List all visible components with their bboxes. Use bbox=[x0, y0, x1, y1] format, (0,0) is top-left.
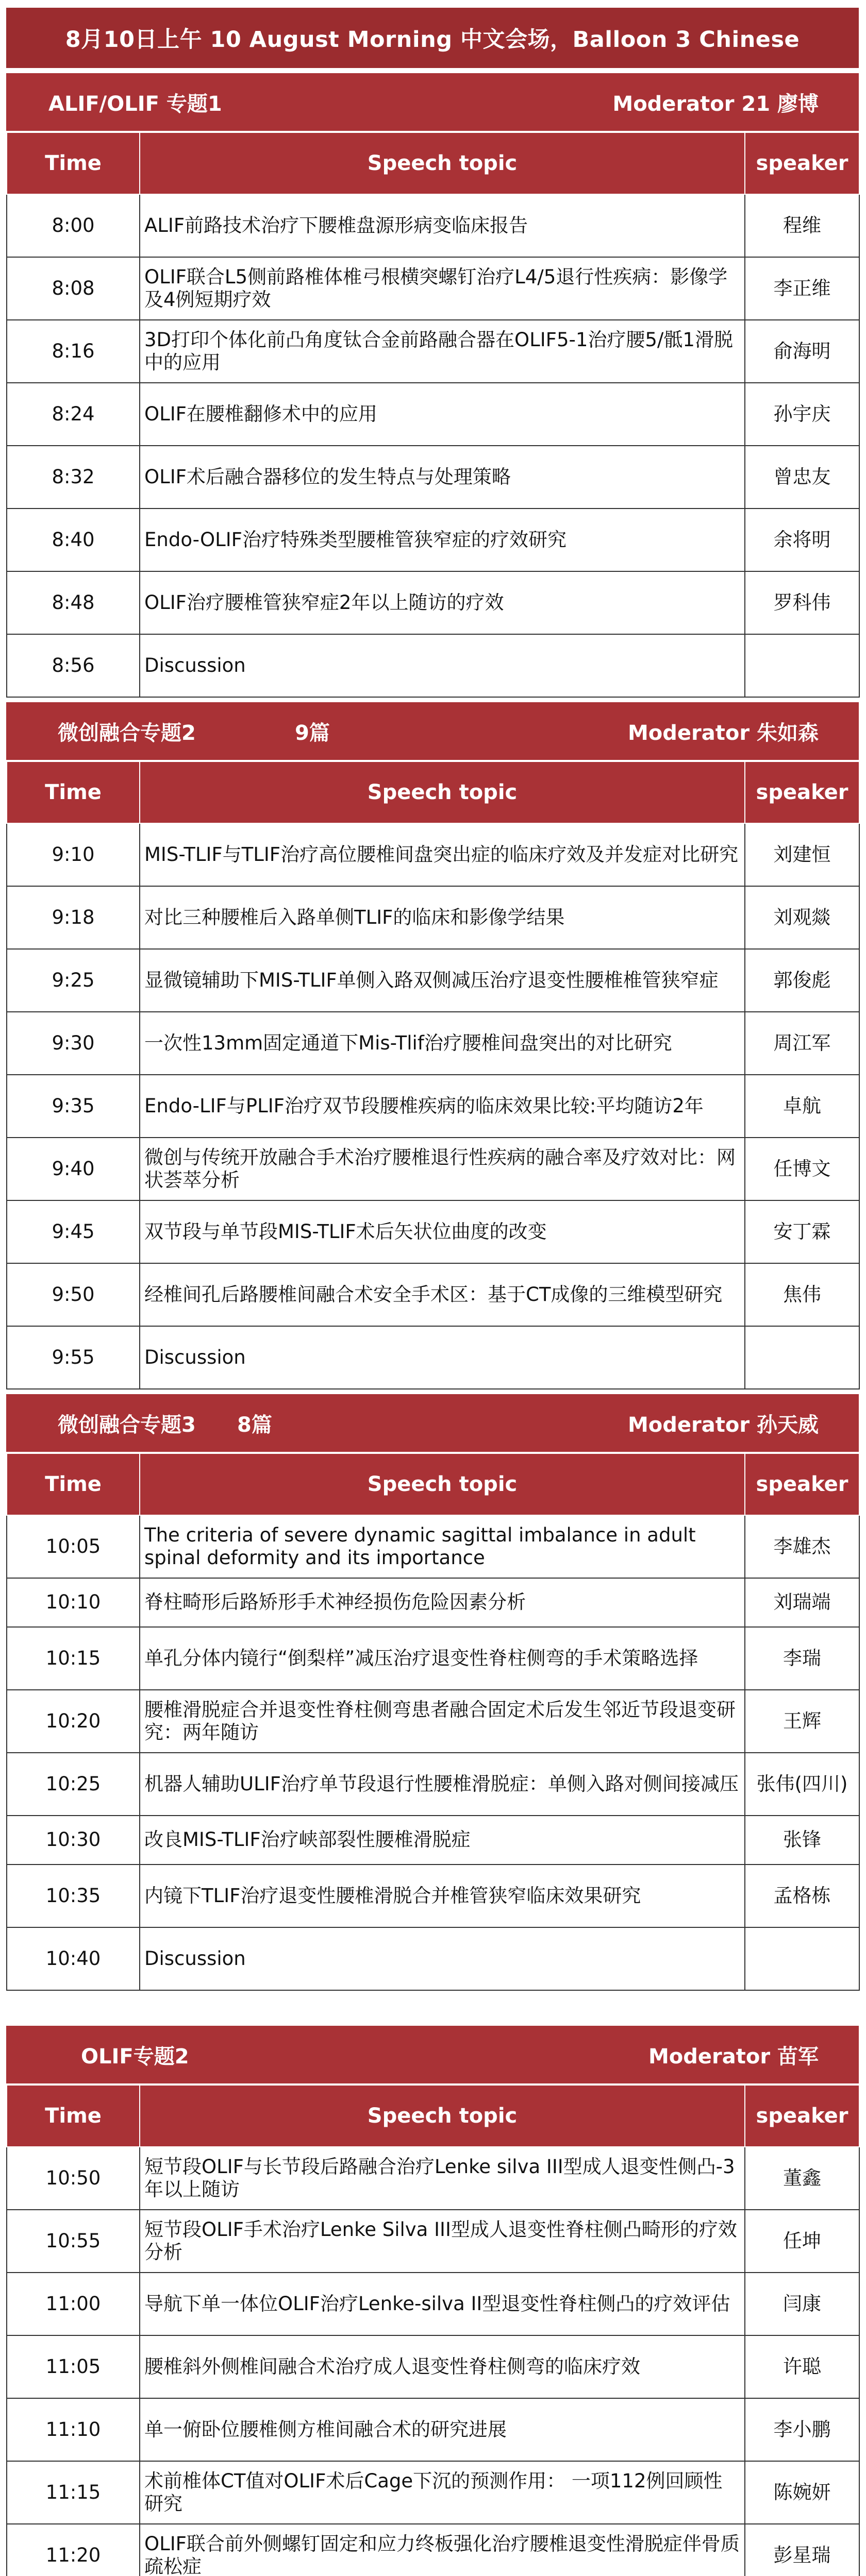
session-name: 微创融合专题2 bbox=[58, 721, 196, 745]
table-row bbox=[7, 446, 859, 509]
table-row bbox=[7, 886, 859, 949]
table-row bbox=[7, 1578, 859, 1627]
table-row bbox=[7, 2147, 859, 2210]
speaker-cell: 刘瑞端 bbox=[745, 1578, 859, 1627]
time-cell: 9:50 bbox=[7, 1263, 140, 1326]
table-row bbox=[7, 2210, 859, 2273]
time-cell: 11:10 bbox=[7, 2398, 140, 2461]
session-name: 微创融合专题3 bbox=[58, 1413, 196, 1437]
column-header-topic: Speech topic bbox=[140, 1453, 745, 1515]
session-moderator: Moderator 朱如森 bbox=[627, 721, 819, 745]
table-row bbox=[7, 383, 859, 446]
topic-cell: 腰椎斜外侧椎间融合术治疗成人退变性脊柱侧弯的临床疗效 bbox=[140, 2335, 745, 2398]
session-moderator: Moderator 苗军 bbox=[648, 2044, 819, 2069]
table-row bbox=[7, 257, 859, 320]
topic-cell: 脊柱畸形后路矫形手术神经损伤危险因素分析 bbox=[140, 1578, 745, 1627]
topic-cell: 经椎间孔后路腰椎间融合术安全手术区：基于CT成像的三维模型研究 bbox=[140, 1263, 745, 1326]
topic-cell: 一次性13mm固定通道下Mis-Tlif治疗腰椎间盘突出的对比研究 bbox=[140, 1012, 745, 1075]
time-cell: 9:30 bbox=[7, 1012, 140, 1075]
column-header-topic: Speech topic bbox=[140, 132, 745, 194]
topic-cell: The criteria of severe dynamic sagittal imbalance in adult spinal deformity and its importance bbox=[140, 1515, 745, 1578]
topic-cell: 术前椎体CT值对OLIF术后Cage下沉的预测作用： 一项112例回顾性研究 bbox=[140, 2461, 745, 2524]
speaker-cell: 董鑫 bbox=[745, 2147, 859, 2210]
table-row bbox=[7, 1138, 859, 1200]
time-cell: 8:48 bbox=[7, 571, 140, 634]
table-row bbox=[7, 1816, 859, 1865]
session-name: OLIF专题2 bbox=[81, 2044, 189, 2069]
session-paper-count: 9篇 bbox=[295, 721, 330, 745]
time-cell: 9:45 bbox=[7, 1200, 140, 1263]
speaker-cell: 任博文 bbox=[745, 1138, 859, 1200]
speaker-cell: 许聪 bbox=[745, 2335, 859, 2398]
schedule-table bbox=[6, 761, 860, 1389]
session-paper-count: 8篇 bbox=[237, 1413, 272, 1437]
topic-cell: 双节段与单节段MIS-TLIF术后矢状位曲度的改变 bbox=[140, 1200, 745, 1263]
column-header-topic: Speech topic bbox=[140, 761, 745, 823]
page-title: 8月10日上午 10 August Morning 中文会场，Balloon 3 Chinese bbox=[6, 8, 859, 68]
table-row bbox=[7, 509, 859, 571]
table-row bbox=[7, 2335, 859, 2398]
topic-cell: 3D打印个体化前凸角度钛合金前路融合器在OLIF5-1治疗腰5/骶1滑脱中的应用 bbox=[140, 320, 745, 383]
schedule-table bbox=[6, 2084, 860, 2576]
table-row bbox=[7, 1263, 859, 1326]
session-moderator: Moderator 21 廖博 bbox=[612, 92, 819, 116]
time-cell: 8:16 bbox=[7, 320, 140, 383]
table-row bbox=[7, 1927, 859, 1990]
session-header bbox=[6, 73, 859, 132]
time-cell: 8:32 bbox=[7, 446, 140, 509]
time-cell: 9:18 bbox=[7, 886, 140, 949]
table-row bbox=[7, 1075, 859, 1138]
column-header-speaker: speaker bbox=[745, 132, 859, 194]
column-header-time: Time bbox=[7, 2085, 140, 2147]
speaker-cell: 刘建恒 bbox=[745, 823, 859, 886]
topic-cell: MIS-TLIF与TLIF治疗高位腰椎间盘突出症的临床疗效及并发症对比研究 bbox=[140, 823, 745, 886]
schedule-table bbox=[6, 1453, 860, 1991]
topic-cell: OLIF联合L5侧前路椎体椎弓根横突螺钉治疗L4/5退行性疾病：影像学及4例短期疗效 bbox=[140, 257, 745, 320]
time-cell: 10:05 bbox=[7, 1515, 140, 1578]
speaker-cell: 刘观燚 bbox=[745, 886, 859, 949]
speaker-cell: 张锋 bbox=[745, 1816, 859, 1865]
speaker-cell: 李瑞 bbox=[745, 1627, 859, 1690]
time-cell: 9:25 bbox=[7, 949, 140, 1012]
table-row bbox=[7, 1690, 859, 1753]
time-cell: 9:10 bbox=[7, 823, 140, 886]
speaker-cell bbox=[745, 1326, 859, 1389]
speaker-cell: 李雄杰 bbox=[745, 1515, 859, 1578]
speaker-cell: 彭星瑞 bbox=[745, 2524, 859, 2576]
table-row bbox=[7, 1012, 859, 1075]
table-row bbox=[7, 320, 859, 383]
column-header-time: Time bbox=[7, 761, 140, 823]
speaker-cell: 余将明 bbox=[745, 509, 859, 571]
session-block bbox=[6, 73, 859, 698]
table-row bbox=[7, 571, 859, 634]
topic-cell: Discussion bbox=[140, 1927, 745, 1990]
topic-cell: Endo-LIF与PLIF治疗双节段腰椎疾病的临床效果比较:平均随访2年 bbox=[140, 1075, 745, 1138]
topic-cell: 导航下单一体位OLIF治疗Lenke-silva II型退变性脊柱侧凸的疗效评估 bbox=[140, 2273, 745, 2335]
speaker-cell: 任坤 bbox=[745, 2210, 859, 2273]
topic-cell: 改良MIS-TLIF治疗峡部裂性腰椎滑脱症 bbox=[140, 1816, 745, 1865]
table-row bbox=[7, 2398, 859, 2461]
speaker-cell: 安丁霖 bbox=[745, 1200, 859, 1263]
table-row bbox=[7, 2461, 859, 2524]
time-cell: 10:50 bbox=[7, 2147, 140, 2210]
speaker-cell bbox=[745, 1927, 859, 1990]
time-cell: 8:56 bbox=[7, 634, 140, 697]
time-cell: 11:15 bbox=[7, 2461, 140, 2524]
time-cell: 10:10 bbox=[7, 1578, 140, 1627]
time-cell: 10:25 bbox=[7, 1753, 140, 1816]
session-name: ALIF/OLIF 专题1 bbox=[48, 92, 222, 116]
table-row bbox=[7, 2524, 859, 2576]
table-row bbox=[7, 1865, 859, 1927]
table-row bbox=[7, 194, 859, 257]
topic-cell: 短节段OLIF与长节段后路融合治疗Lenke silva III型成人退变性侧凸-3年以上随访 bbox=[140, 2147, 745, 2210]
column-header-topic: Speech topic bbox=[140, 2085, 745, 2147]
time-cell: 10:40 bbox=[7, 1927, 140, 1990]
speaker-cell: 俞海明 bbox=[745, 320, 859, 383]
session-header bbox=[6, 1394, 859, 1453]
topic-cell: 短节段OLIF手术治疗Lenke Silva III型成人退变性脊柱侧凸畸形的疗效分析 bbox=[140, 2210, 745, 2273]
speaker-cell: 张伟(四川) bbox=[745, 1753, 859, 1816]
session-moderator: Moderator 孙天威 bbox=[627, 1413, 819, 1437]
speaker-cell: 陈婉妍 bbox=[745, 2461, 859, 2524]
column-header-speaker: speaker bbox=[745, 1453, 859, 1515]
speaker-cell: 李小鹏 bbox=[745, 2398, 859, 2461]
table-row bbox=[7, 1200, 859, 1263]
topic-cell: Endo-OLIF治疗特殊类型腰椎管狭窄症的疗效研究 bbox=[140, 509, 745, 571]
session-header bbox=[6, 702, 859, 761]
time-cell: 11:00 bbox=[7, 2273, 140, 2335]
topic-cell: OLIF术后融合器移位的发生特点与处理策略 bbox=[140, 446, 745, 509]
session-header bbox=[6, 2026, 859, 2084]
time-cell: 8:40 bbox=[7, 509, 140, 571]
topic-cell: 单孔分体内镜行“倒梨样”减压治疗退变性脊柱侧弯的手术策略选择 bbox=[140, 1627, 745, 1690]
topic-cell: Discussion bbox=[140, 1326, 745, 1389]
topic-cell: 显微镜辅助下MIS-TLIF单侧入路双侧减压治疗退变性腰椎椎管狭窄症 bbox=[140, 949, 745, 1012]
schedule-table bbox=[6, 132, 860, 698]
speaker-cell: 周江军 bbox=[745, 1012, 859, 1075]
time-cell: 11:05 bbox=[7, 2335, 140, 2398]
table-row bbox=[7, 823, 859, 886]
topic-cell: OLIF在腰椎翻修术中的应用 bbox=[140, 383, 745, 446]
speaker-cell: 李正维 bbox=[745, 257, 859, 320]
table-row bbox=[7, 634, 859, 697]
speaker-cell: 曾忠友 bbox=[745, 446, 859, 509]
topic-cell: 对比三种腰椎后入路单侧TLIF的临床和影像学结果 bbox=[140, 886, 745, 949]
time-cell: 9:55 bbox=[7, 1326, 140, 1389]
session-block bbox=[6, 702, 859, 1389]
table-row bbox=[7, 1753, 859, 1816]
time-cell: 9:35 bbox=[7, 1075, 140, 1138]
column-header-speaker: speaker bbox=[745, 761, 859, 823]
topic-cell: OLIF治疗腰椎管狭窄症2年以上随访的疗效 bbox=[140, 571, 745, 634]
speaker-cell: 孙宇庆 bbox=[745, 383, 859, 446]
speaker-cell: 闫康 bbox=[745, 2273, 859, 2335]
speaker-cell: 王辉 bbox=[745, 1690, 859, 1753]
column-header-speaker: speaker bbox=[745, 2085, 859, 2147]
time-cell: 10:20 bbox=[7, 1690, 140, 1753]
time-cell: 10:35 bbox=[7, 1865, 140, 1927]
topic-cell: Discussion bbox=[140, 634, 745, 697]
time-cell: 8:24 bbox=[7, 383, 140, 446]
session-block bbox=[6, 2026, 859, 2576]
topic-cell: ALIF前路技术治疗下腰椎盘源形病变临床报告 bbox=[140, 194, 745, 257]
table-row bbox=[7, 1627, 859, 1690]
speaker-cell: 卓航 bbox=[745, 1075, 859, 1138]
time-cell: 10:15 bbox=[7, 1627, 140, 1690]
speaker-cell: 焦伟 bbox=[745, 1263, 859, 1326]
table-row bbox=[7, 1326, 859, 1389]
table-row bbox=[7, 949, 859, 1012]
topic-cell: 腰椎滑脱症合并退变性脊柱侧弯患者融合固定术后发生邻近节段退变研究：两年随访 bbox=[140, 1690, 745, 1753]
topic-cell: 内镜下TLIF治疗退变性腰椎滑脱合并椎管狭窄临床效果研究 bbox=[140, 1865, 745, 1927]
speaker-cell: 郭俊彪 bbox=[745, 949, 859, 1012]
time-cell: 9:40 bbox=[7, 1138, 140, 1200]
column-header-time: Time bbox=[7, 1453, 140, 1515]
time-cell: 8:00 bbox=[7, 194, 140, 257]
session-block bbox=[6, 1394, 859, 1991]
time-cell: 10:55 bbox=[7, 2210, 140, 2273]
topic-cell: OLIF联合前外侧螺钉固定和应力终板强化治疗腰椎退变性滑脱症伴骨质疏松症 bbox=[140, 2524, 745, 2576]
speaker-cell: 孟格栋 bbox=[745, 1865, 859, 1927]
speaker-cell: 程维 bbox=[745, 194, 859, 257]
topic-cell: 机器人辅助ULIF治疗单节段退行性腰椎滑脱症：单侧入路对侧间接减压 bbox=[140, 1753, 745, 1816]
speaker-cell: 罗科伟 bbox=[745, 571, 859, 634]
time-cell: 10:30 bbox=[7, 1816, 140, 1865]
time-cell: 8:08 bbox=[7, 257, 140, 320]
topic-cell: 微创与传统开放融合手术治疗腰椎退行性疾病的融合率及疗效对比：网状荟萃分析 bbox=[140, 1138, 745, 1200]
table-row bbox=[7, 1515, 859, 1578]
table-row bbox=[7, 2273, 859, 2335]
time-cell: 11:20 bbox=[7, 2524, 140, 2576]
speaker-cell bbox=[745, 634, 859, 697]
topic-cell: 单一俯卧位腰椎侧方椎间融合术的研究进展 bbox=[140, 2398, 745, 2461]
column-header-time: Time bbox=[7, 132, 140, 194]
